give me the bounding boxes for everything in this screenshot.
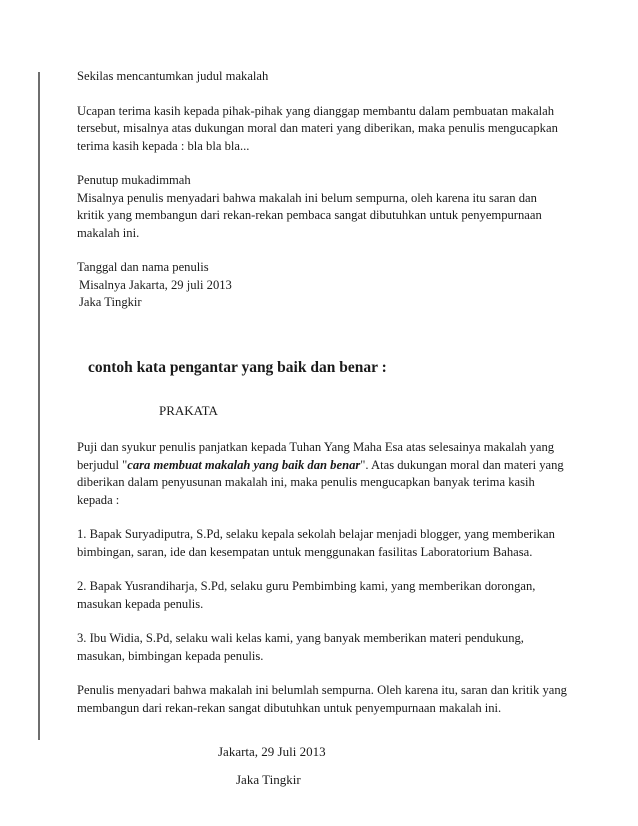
prakata-intro [77, 439, 567, 509]
paragraph-signature-example [77, 259, 567, 312]
prakata-title: PRAKATA [159, 402, 218, 418]
signature-example-name: Jaka Tingkir [79, 295, 142, 309]
paragraph-thanks: Ucapan terima kasih kepada pihak-pihak yang dianggap membantu dalam pembuatan makalah tersebut, misalnya atas dukungan moral dan materi yang diberikan, maka penulis mengucapkan terima kasih kepada : bla bla bla... [77, 103, 558, 153]
prakata-intro-a: Puji dan syukur penulis panjatkan kepada Tuhan Yang Maha Esa atas selesainya makalah yang berjudul " [77, 440, 555, 472]
signature-author: Jaka Tingkir [236, 771, 301, 787]
left-margin-rule [38, 72, 40, 740]
prakata-intro-b: ". Atas dukungan moral dan materi yang diberikan dalam penyusunan makalah ini, maka penulis mengucapkan banyak terima kasih kepada : [77, 457, 564, 507]
document-page [77, 68, 567, 788]
list-item: 1. Bapak Suryadiputra, S.Pd, selaku kepala sekolah belajar menjadi blogger, yang memberikan bimbingan, saran, ide dan kesempatan untuk menggunakan fasilitas Laboratorium Bahasa. [77, 527, 555, 559]
list-item: 3. Ibu Widia, S.Pd, selaku wali kelas kami, yang banyak memberikan materi pendukung, masukan, bimbingan kepada penulis. [77, 631, 524, 663]
section-heading: contoh kata pengantar yang baik dan benar : [88, 358, 387, 376]
closing-note-title: Penutup mukadimmah [77, 173, 191, 187]
signature-example-title: Tanggal dan nama penulis [77, 260, 209, 274]
prakata-intro-title: cara membuat makalah yang baik dan benar [127, 457, 361, 472]
list-item: 2. Bapak Yusrandiharja, S.Pd, selaku guru Pembimbing kami, yang memberikan dorongan, masukan kepada penulis. [77, 579, 536, 611]
signature-example-date: Misalnya Jakarta, 29 juli 2013 [79, 277, 232, 292]
closing-note-body: Misalnya penulis menyadari bahwa makalah ini belum sempurna, oleh karena itu saran dan kritik yang membangun dari rekan-rekan pembaca sangat dibutuhkan untuk penyempurnaan makalah ini. [77, 190, 542, 240]
signature-place-date: Jakarta, 29 Juli 2013 [218, 744, 326, 759]
paragraph-intro: Sekilas mencantumkan judul makalah [77, 69, 269, 83]
prakata-closing: Penulis menyadari bahwa makalah ini belumlah sempurna. Oleh karena itu, saran dan kritik yang membangun dari rekan-rekan sangat dibutuhkan untuk penyempurnaan makalah ini. [77, 683, 567, 715]
paragraph-closing-note [77, 172, 567, 242]
